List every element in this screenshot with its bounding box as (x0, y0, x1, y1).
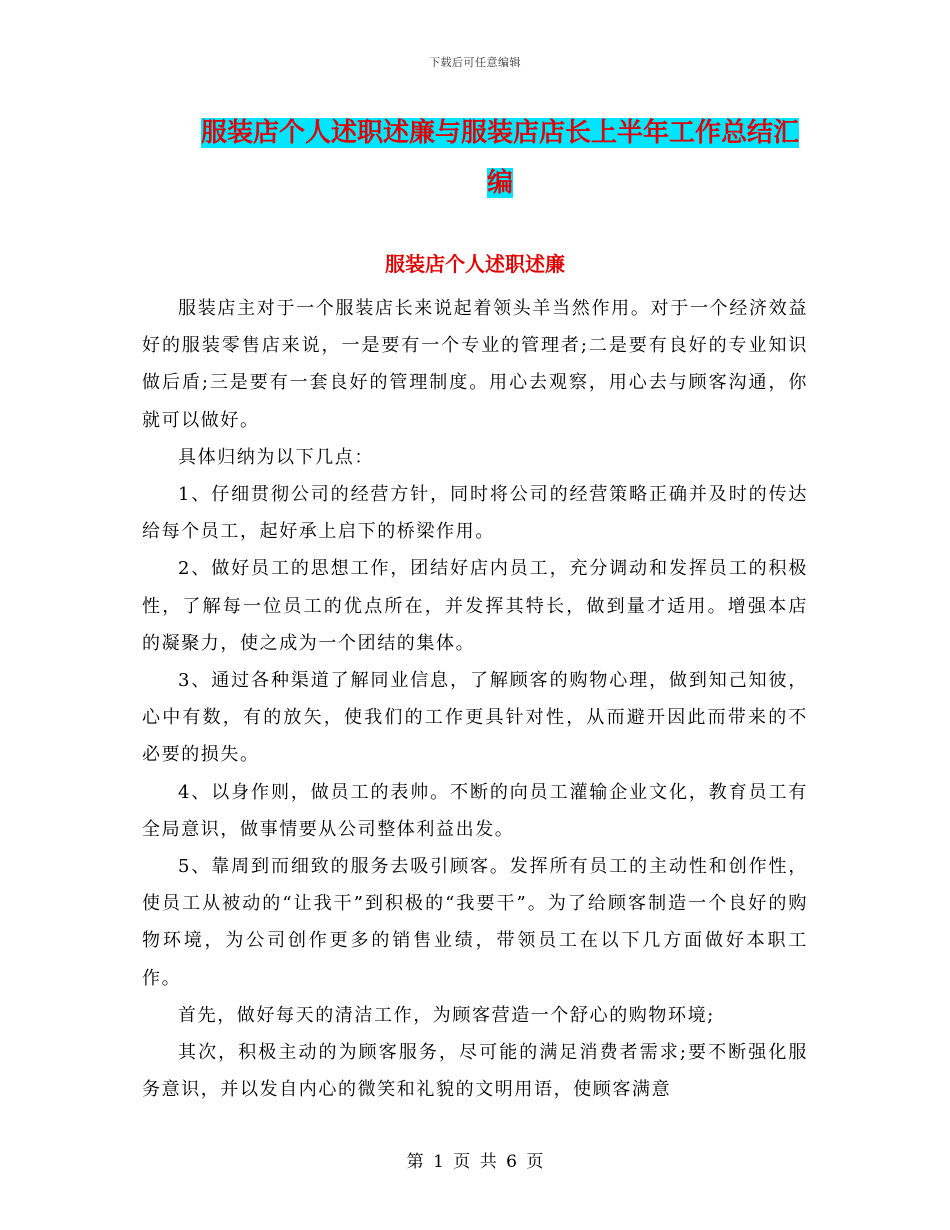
paragraph-summary-lead: 具体归纳为以下几点： (178, 446, 374, 468)
document-title (180, 108, 820, 208)
section-heading: 服装店个人述职述廉 (385, 252, 565, 276)
paragraph-point-3: 3、通过各种渠道了解同业信息，了解顾客的购物心理，做到知己知彼，心中有数，有的放矢，使我们的工作更具针对性，从而避开因此而带来的不必要的损失。 (142, 670, 808, 766)
paragraph-point-2: 2、做好员工的思想工作，团结好店内员工，充分调动和发挥员工的积极性，了解每一位员工的优点所在，并发挥其特长，做到量才适用。增强本店的凝聚力，使之成为一个团结的集体。 (142, 558, 808, 654)
document-title-line-2: 编 (486, 168, 513, 198)
header-note: 下载后可任意编辑 (429, 56, 521, 69)
document-title-line-1: 服装店个人述职述廉与服装店店长上半年工作总结汇 (200, 118, 799, 148)
paragraph-second: 其次，积极主动的为顾客服务，尽可能的满足消费者需求;要不断强化服务意识，并以发自内心的微笑和礼貌的文明用语，使顾客满意 (142, 1042, 808, 1101)
paragraph-first: 首先，做好每天的清洁工作，为顾客营造一个舒心的购物环境; (178, 1004, 715, 1026)
paragraph-intro: 服装店主对于一个服装店长来说起着领头羊当然作用。对于一个经济效益好的服装零售店来说，一是要有一个专业的管理者;二是要有良好的专业知识做后盾;三是要有一套良好的管理制度。用心去观察，用心去与顾客沟通，你就可以做好。 (142, 298, 808, 431)
paragraph-point-4: 4、以身作则，做员工的表帅。不断的向员工灌输企业文化，教育员工有全局意识，做事情要从公司整体利益出发。 (142, 781, 808, 840)
body-text (142, 290, 808, 1108)
page-number-footer: 第 1 页 共 6 页 (406, 1152, 544, 1172)
paragraph-point-5: 5、靠周到而细致的服务去吸引顾客。发挥所有员工的主动性和创作性，使员工从被动的“让我干”到积极的“我要干”。为了给顾客制造一个良好的购物环境，为公司创作更多的销售业绩，带领员工在以下几方面做好本职工作。 (142, 856, 808, 989)
paragraph-point-1: 1、仔细贯彻公司的经营方针，同时将公司的经营策略正确并及时的传达给每个员工，起好承上启下的桥梁作用。 (142, 484, 808, 543)
